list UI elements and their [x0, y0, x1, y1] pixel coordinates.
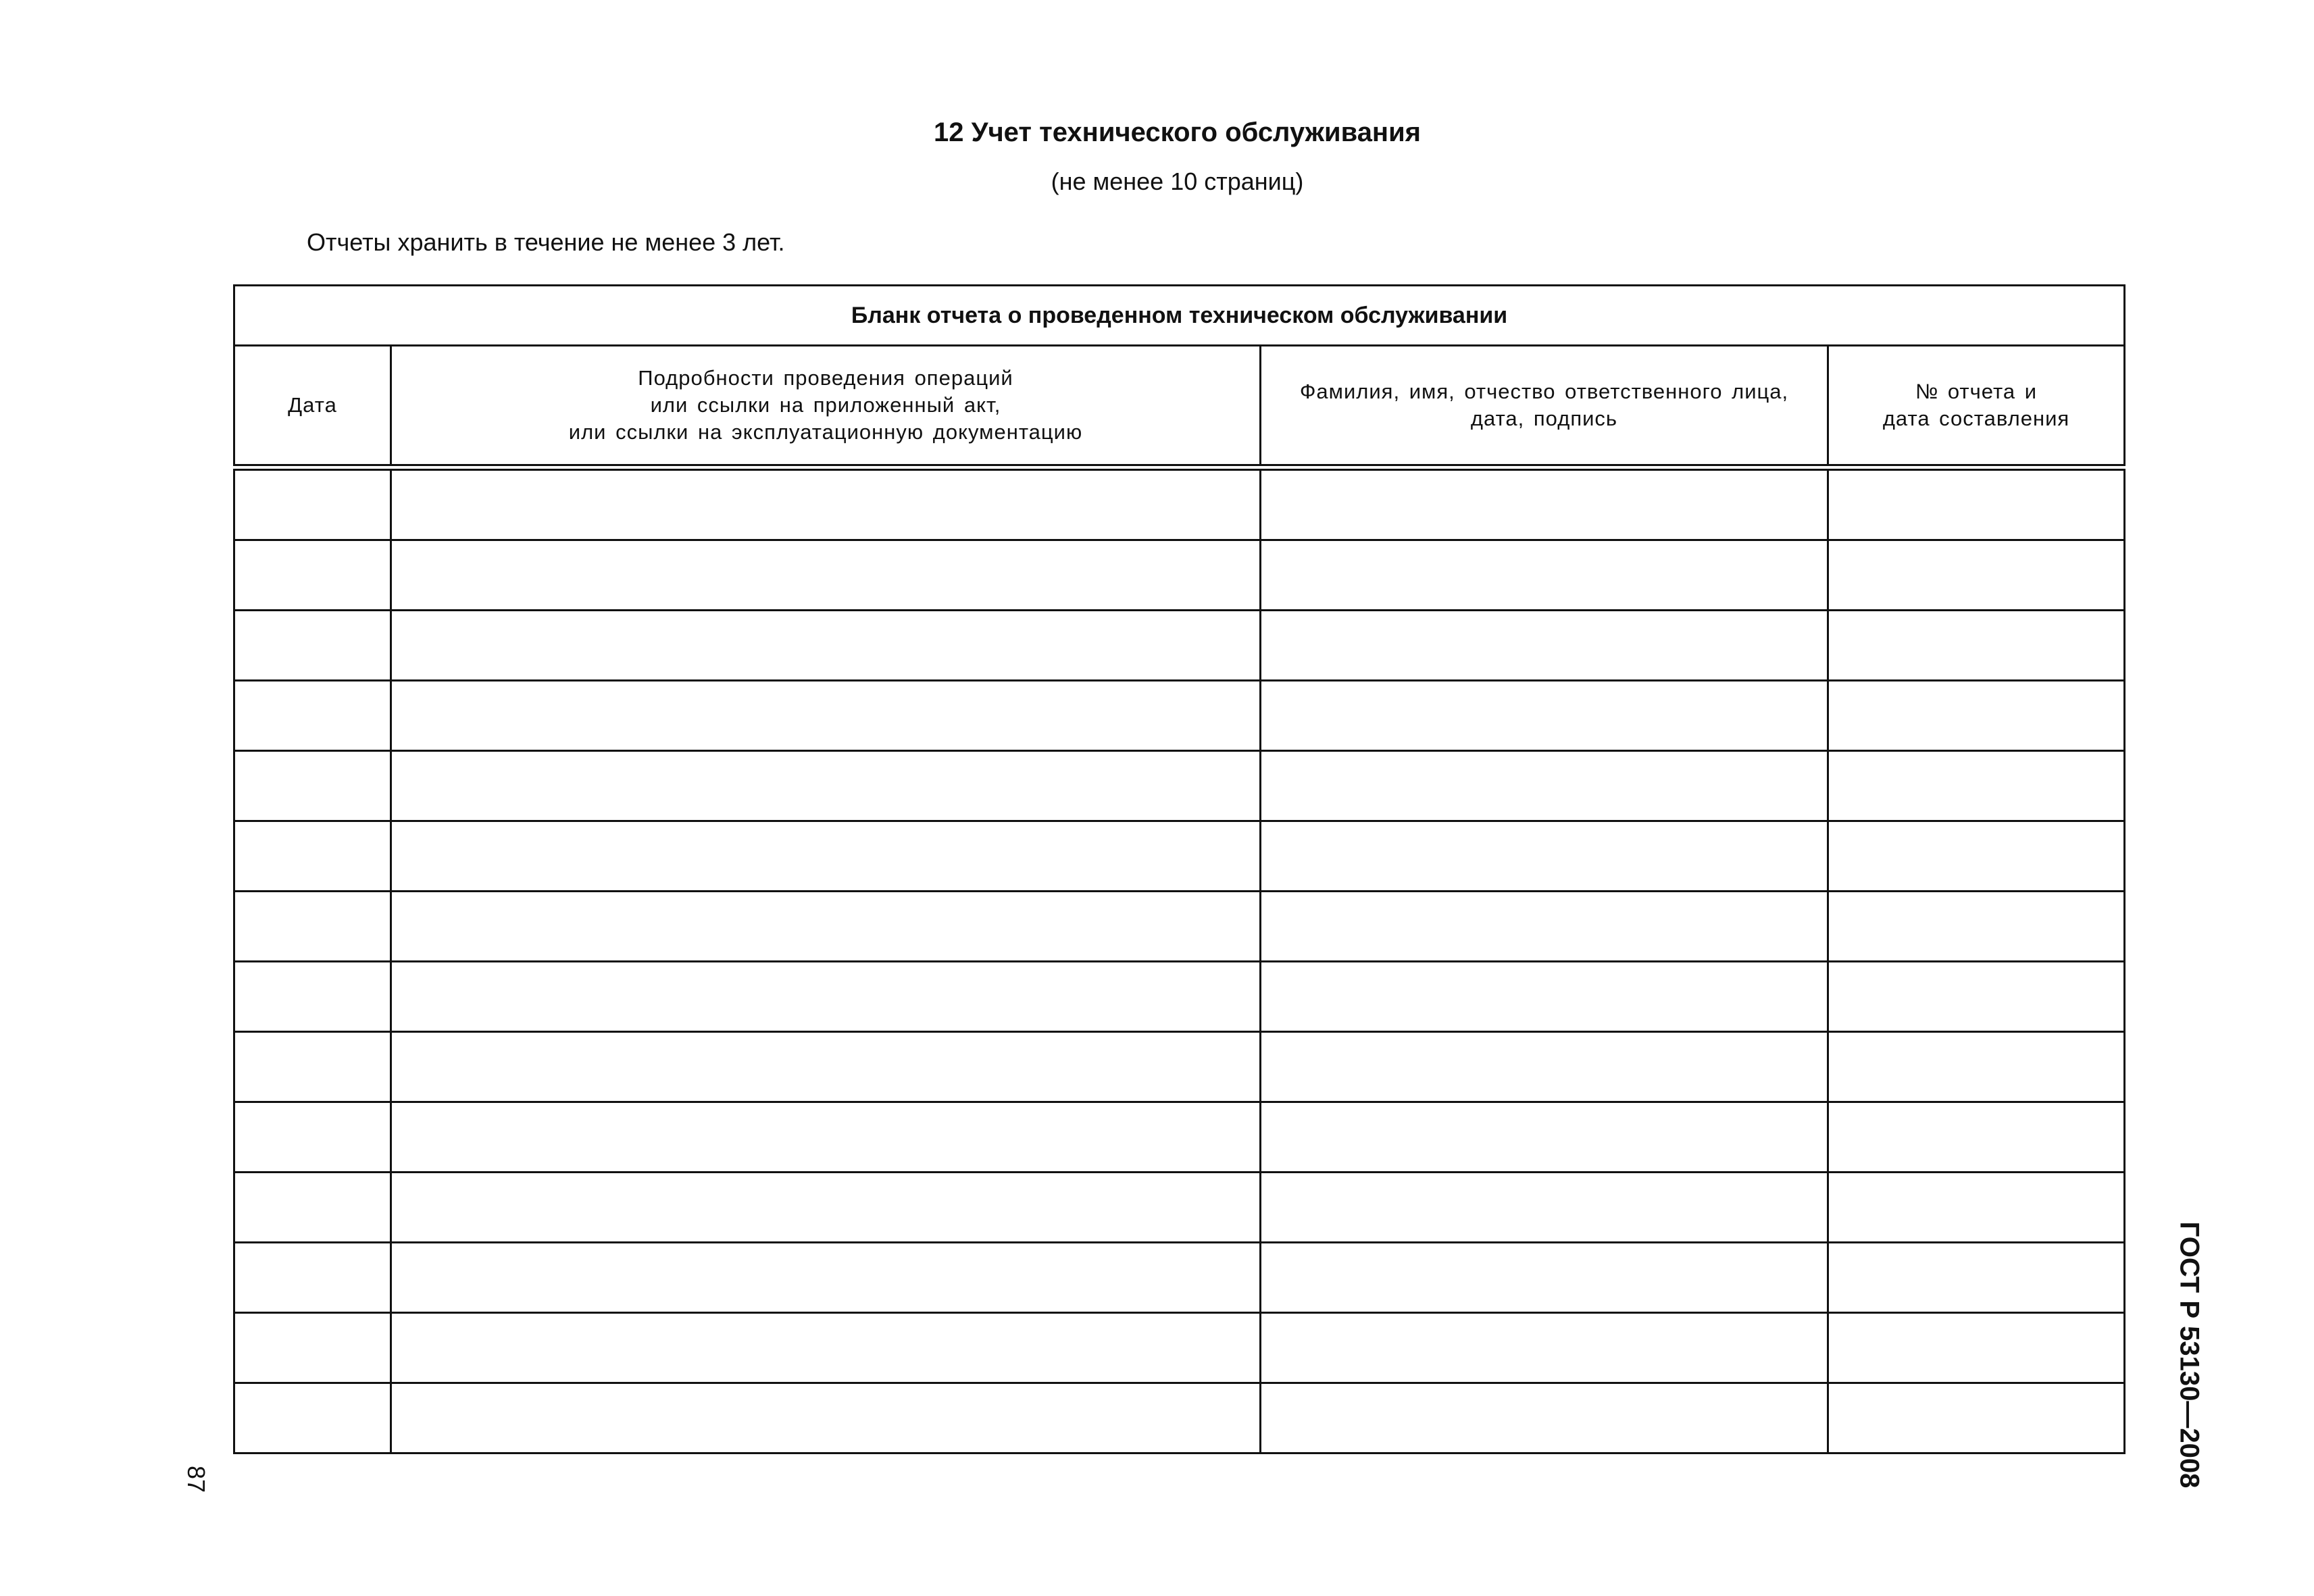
operation-details-cell [391, 1102, 1261, 1173]
standard-code [2162, 1213, 2216, 1497]
responsible-person-cell [1261, 1032, 1828, 1102]
operation-details-cell [391, 681, 1261, 751]
date-cell [234, 892, 391, 962]
date-cell [234, 1383, 391, 1453]
date-cell [234, 1032, 391, 1102]
responsible-person-cell [1261, 1243, 1828, 1313]
responsible-person-cell [1261, 1102, 1828, 1173]
report-number-cell [1828, 1032, 2125, 1102]
table-row [234, 467, 2125, 540]
date-cell [234, 467, 391, 540]
report-number-cell [1828, 1313, 2125, 1383]
date-cell [234, 821, 391, 892]
column-header-operation-details: Подробности проведения операций или ссылки на приложенный акт, или ссылки на эксплуатационную документацию [391, 346, 1261, 468]
standard-code-text: ГОСТ Р 53130—2008 [2174, 1221, 2205, 1489]
responsible-person-cell [1261, 1173, 1828, 1243]
date-cell [234, 962, 391, 1032]
table-row [234, 1313, 2125, 1383]
report-number-cell [1828, 540, 2125, 611]
responsible-person-cell [1261, 540, 1828, 611]
report-number-cell [1828, 611, 2125, 681]
page-number [176, 1452, 216, 1506]
table-row [234, 962, 2125, 1032]
date-cell [234, 681, 391, 751]
operation-details-cell [391, 1243, 1261, 1313]
date-cell [234, 1243, 391, 1313]
date-cell [234, 751, 391, 821]
table-row [234, 751, 2125, 821]
page-number-text: 87 [182, 1465, 210, 1493]
operation-details-cell [391, 611, 1261, 681]
responsible-person-cell [1261, 751, 1828, 821]
date-cell [234, 540, 391, 611]
column-header-report-number: № отчета и дата составления [1828, 346, 2125, 468]
report-number-cell [1828, 681, 2125, 751]
date-cell [234, 1313, 391, 1383]
report-number-cell [1828, 1173, 2125, 1243]
section-title: 12 Учет технического обслуживания [933, 118, 1422, 147]
operation-details-cell [391, 540, 1261, 611]
table-row [234, 1032, 2125, 1102]
report-number-cell [1828, 962, 2125, 1032]
operation-details-cell [391, 962, 1261, 1032]
responsible-person-cell [1261, 892, 1828, 962]
report-number-cell [1828, 467, 2125, 540]
operation-details-cell [391, 892, 1261, 962]
date-cell [234, 1102, 391, 1173]
table-row [234, 892, 2125, 962]
table-row [234, 540, 2125, 611]
report-number-cell [1828, 821, 2125, 892]
operation-details-cell [391, 1173, 1261, 1243]
report-number-cell [1828, 1102, 2125, 1173]
operation-details-cell [391, 1313, 1261, 1383]
report-number-cell [1828, 751, 2125, 821]
report-number-cell [1828, 1243, 2125, 1313]
retention-note: Отчеты хранить в течение не менее 3 лет. [307, 228, 785, 256]
form-caption: Бланк отчета о проведенном техническом обслуживании [234, 286, 2125, 346]
responsible-person-cell [1261, 1313, 1828, 1383]
responsible-person-cell [1261, 467, 1828, 540]
operation-details-cell [391, 467, 1261, 540]
column-header-responsible-person: Фамилия, имя, отчество ответственного лица, дата, подпись [1261, 346, 1828, 468]
operation-details-cell [391, 1032, 1261, 1102]
table-row [234, 681, 2125, 751]
responsible-person-cell [1261, 611, 1828, 681]
table-row [234, 611, 2125, 681]
report-number-cell [1828, 892, 2125, 962]
operation-details-cell [391, 1383, 1261, 1453]
responsible-person-cell [1261, 1383, 1828, 1453]
responsible-person-cell [1261, 962, 1828, 1032]
operation-details-cell [391, 821, 1261, 892]
table-row [234, 1383, 2125, 1453]
table-row [234, 1102, 2125, 1173]
date-cell [234, 1173, 391, 1243]
section-subtitle: (не менее 10 страниц) [1051, 168, 1304, 195]
maintenance-report-form [233, 284, 2126, 1454]
operation-details-cell [391, 751, 1261, 821]
responsible-person-cell [1261, 681, 1828, 751]
responsible-person-cell [1261, 821, 1828, 892]
table-row [234, 1243, 2125, 1313]
date-cell [234, 611, 391, 681]
table-row [234, 821, 2125, 892]
form-rows [234, 467, 2125, 1453]
table-row [234, 1173, 2125, 1243]
report-number-cell [1828, 1383, 2125, 1453]
column-header-date: Дата [234, 346, 391, 468]
